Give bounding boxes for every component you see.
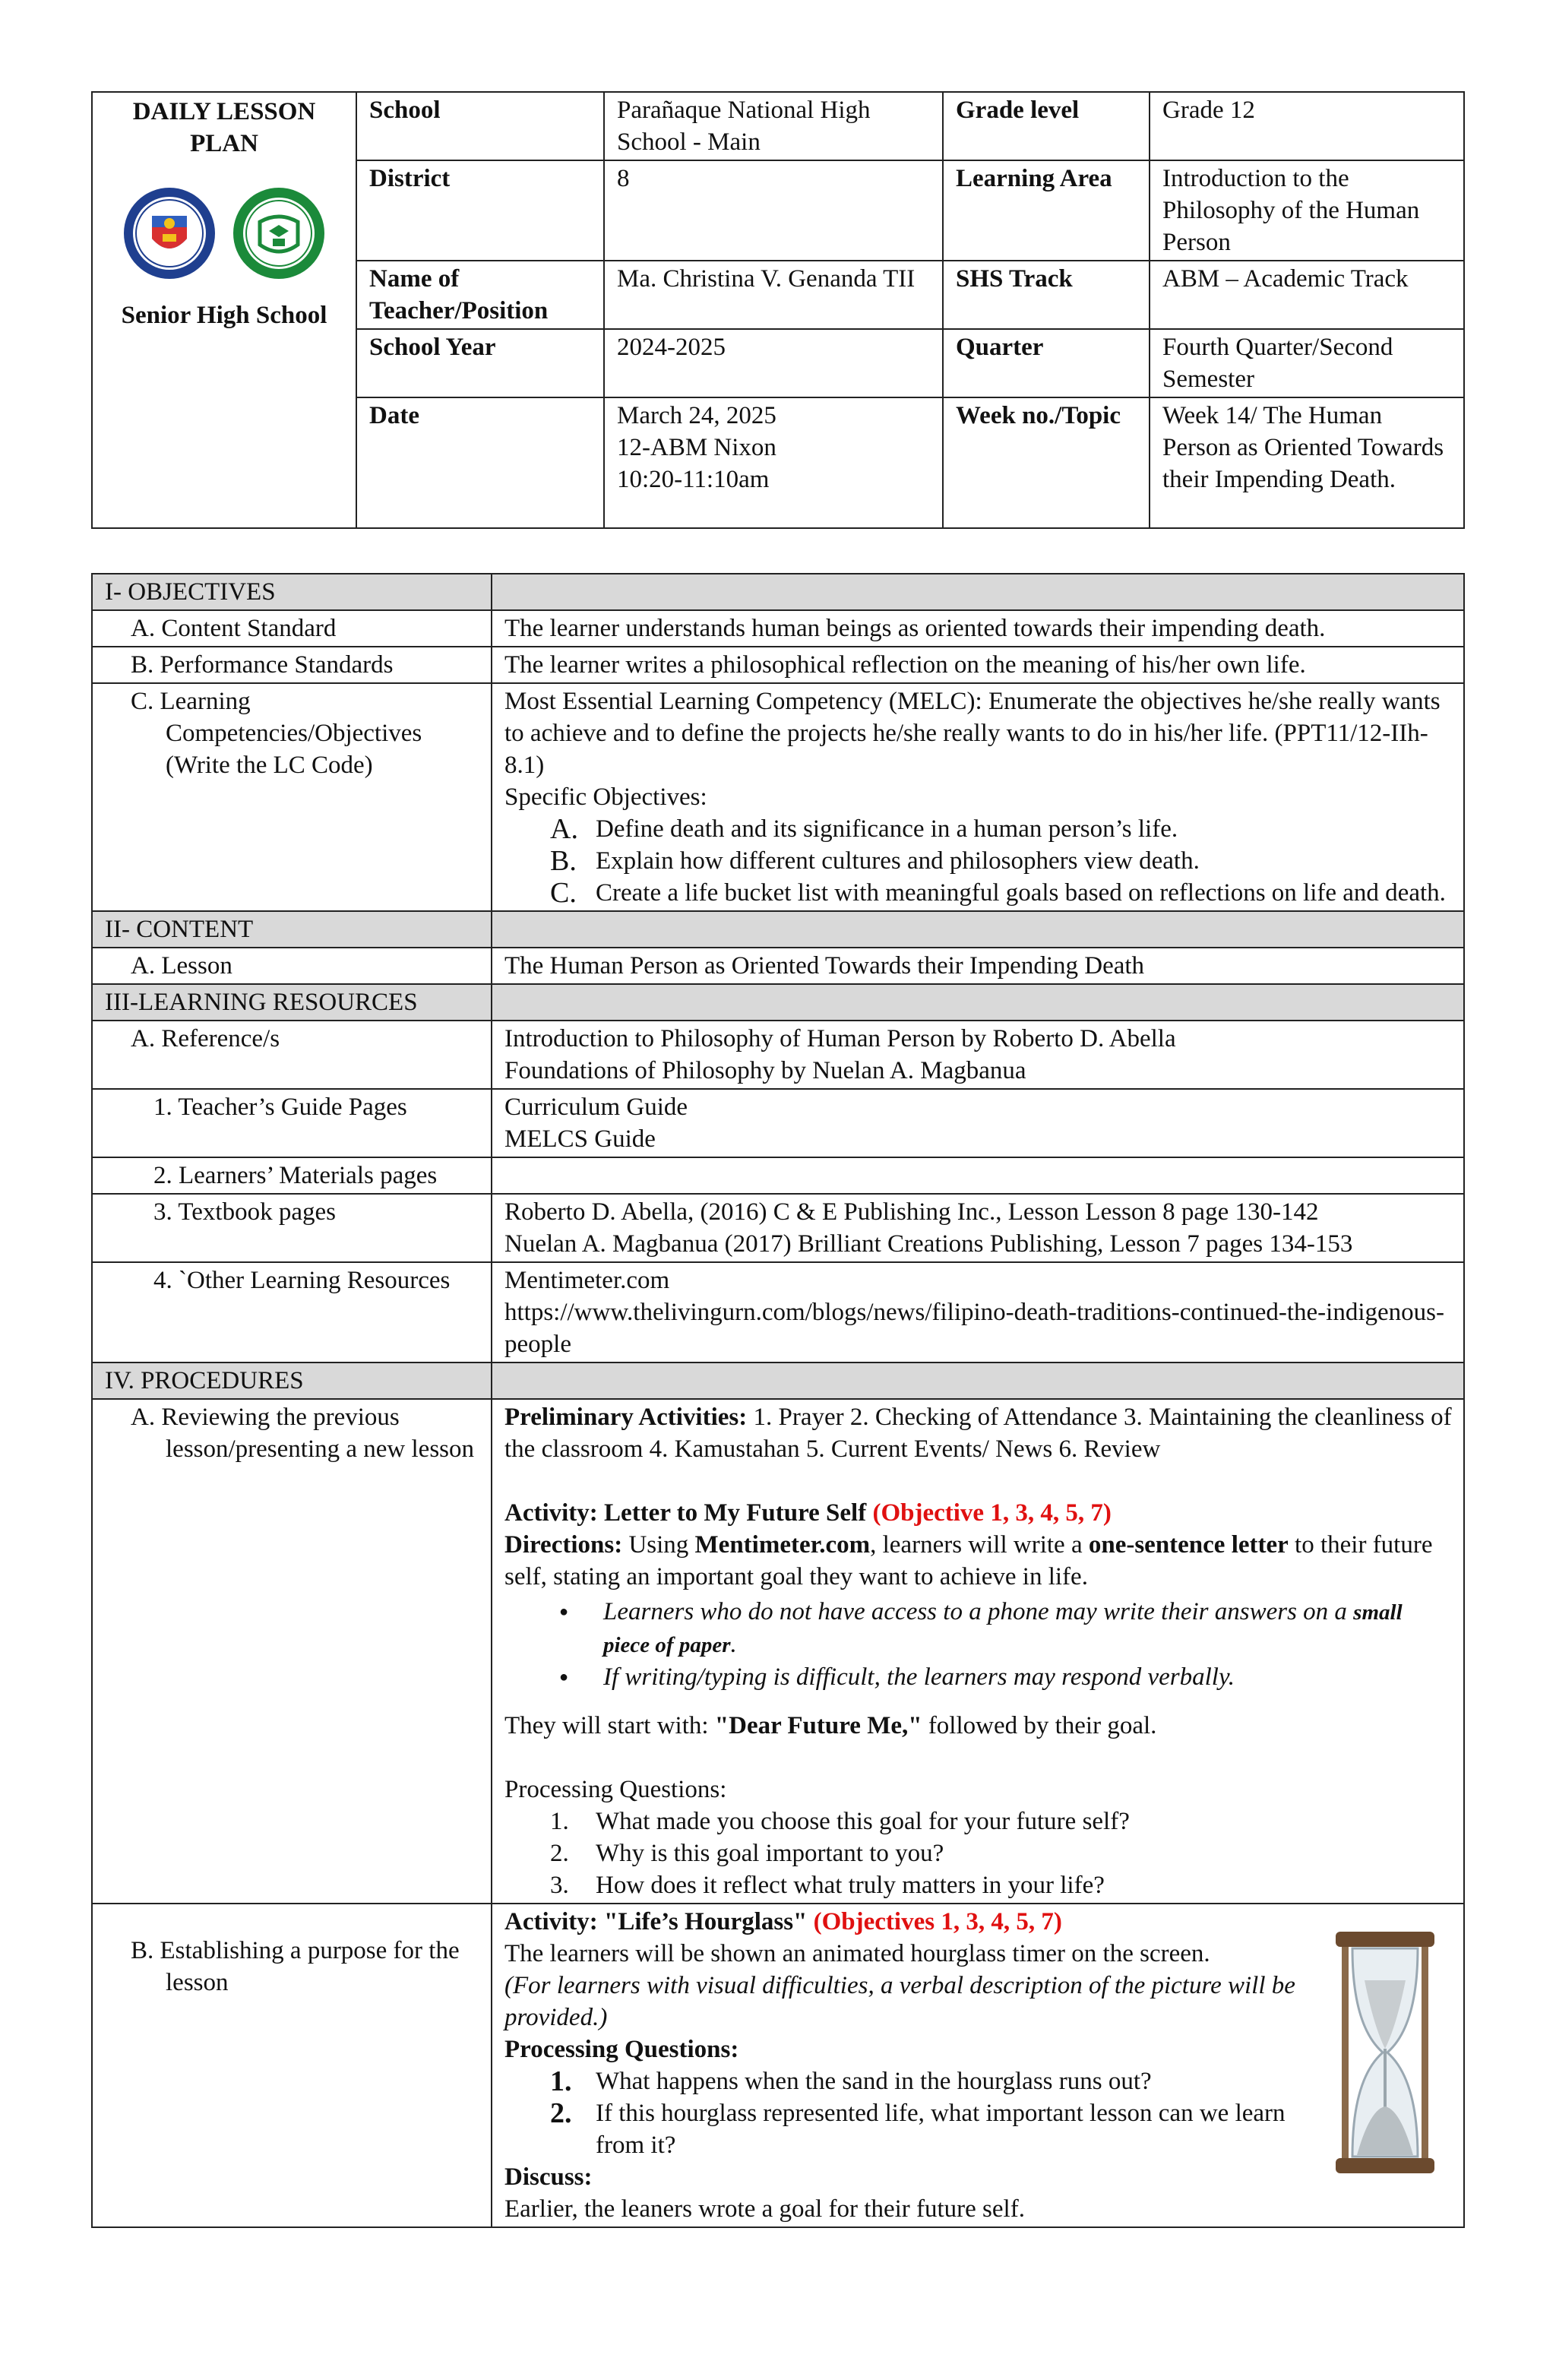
value-district: 8 (604, 160, 943, 261)
hourglass-questions-label: Processing Questions: (504, 2036, 739, 2063)
value-grade-level: Grade 12 (1150, 92, 1464, 160)
list-item: ● Learners who do not have access to a phone may write their answers on a small piece of paper. (504, 1596, 1453, 1661)
other-resources-row (92, 1262, 1464, 1362)
reviewing-cell (492, 1399, 1464, 1904)
discuss-label: Discuss: (504, 2163, 593, 2191)
section-text: 12-ABM Nixon (617, 434, 776, 461)
performance-standards-row (92, 647, 1464, 683)
textbook-line: Roberto D. Abella, (2016) C & E Publishing Inc., Lesson Lesson 8 page 130-142 (504, 1198, 1319, 1226)
deped-seal-icon (122, 185, 217, 281)
objectives-header-row (92, 574, 1464, 610)
label-district: District (356, 160, 604, 261)
directions: Directions: Using Mentimeter.com, learners will write a one-sentence letter to their future self, stating an important goal they want to achieve in life. (504, 1531, 1433, 1590)
reference-line: Introduction to Philosophy of Human Person by Roberto D. Abella (504, 1025, 1176, 1052)
label-week-topic: Week no./Topic (943, 397, 1150, 528)
label-school: School (356, 92, 604, 160)
hourglass-icon (1328, 1927, 1442, 2178)
content-heading: II- CONTENT (92, 911, 492, 948)
resources-heading: III-LEARNING RESOURCES (92, 984, 492, 1021)
list-item: B. Explain how different cultures and philosophers view death. (550, 845, 1200, 877)
objectives-heading: I- OBJECTIVES (92, 574, 492, 610)
lesson-text: The Human Person as Oriented Towards their Impending Death (492, 948, 1464, 984)
hourglass-questions-list (504, 2065, 1301, 2161)
plan-title: DAILY LESSON PLAN (132, 98, 316, 157)
value-shs-track: ABM – Academic Track (1150, 261, 1464, 329)
learners-materials-cell (492, 1157, 1464, 1194)
label-date: Date (356, 397, 604, 528)
value-date (604, 397, 943, 528)
teachers-guide-cell (492, 1089, 1464, 1157)
teachers-guide-row (92, 1089, 1464, 1157)
list-item: 3. How does it reflect what truly matters in your life? (550, 1872, 1105, 1899)
content-header-row (92, 911, 1464, 948)
list-item: 2. Why is this goal important to you? (550, 1840, 944, 1867)
list-item: A. Define death and its significance in a human person’s life. (550, 813, 1178, 845)
competencies-row (92, 683, 1464, 911)
specific-objectives-label: Specific Objectives: (504, 783, 707, 811)
accommodation-list (504, 1596, 1453, 1693)
processing-questions-list (504, 1806, 1453, 1901)
label-learning-area: Learning Area (943, 160, 1150, 261)
value-school: Parañaque National High School - Main (604, 92, 943, 160)
performance-standards-text: The learner writes a philosophical reflection on the meaning of his/her own life. (492, 647, 1464, 683)
content-standard-row (92, 610, 1464, 647)
hourglass-activity-title: Activity: "Life’s Hourglass" (Objectives 1, 3, 4, 5, 7) (504, 1908, 1062, 1935)
hourglass-accommodation: (For learners with visual difficulties, a verbal description of the picture will be provided.) (504, 1972, 1295, 2031)
header-table (91, 91, 1465, 529)
guide-line: MELCS Guide (504, 1125, 656, 1153)
purpose-row (92, 1904, 1464, 2227)
value-week-topic: Week 14/ The Human Person as Oriented Towards their Impending Death. (1150, 397, 1464, 528)
processing-questions-label: Processing Questions: (504, 1776, 727, 1803)
competencies-cell (492, 683, 1464, 911)
reference-line: Foundations of Philosophy by Nuelan A. Magbanua (504, 1057, 1026, 1084)
competencies-label: C. Learning Competencies/Objectives (Write the LC Code) (92, 683, 492, 911)
start-instruction: They will start with: "Dear Future Me," followed by their goal. (504, 1712, 1157, 1739)
value-school-year: 2024-2025 (604, 329, 943, 397)
other-resources-cell (492, 1262, 1464, 1362)
list-item: ● If writing/typing is difficult, the learners may respond verbally. (504, 1661, 1453, 1693)
reviewing-label: A. Reviewing the previous lesson/presenting a new lesson (92, 1399, 492, 1904)
teachers-guide-label: 1. Teacher’s Guide Pages (92, 1089, 492, 1157)
references-cell (492, 1021, 1464, 1089)
procedures-header-row (92, 1362, 1464, 1399)
activity-title: Activity: Letter to My Future Self (Objective 1, 3, 4, 5, 7) (504, 1499, 1112, 1527)
value-learning-area: Introduction to the Philosophy of the Human Person (1150, 160, 1464, 261)
textbook-row (92, 1194, 1464, 1262)
textbook-line: Nuelan A. Magbanua (2017) Brilliant Creations Publishing, Lesson 7 pages 134-153 (504, 1230, 1353, 1258)
learners-materials-row (92, 1157, 1464, 1194)
resources-header-row (92, 984, 1464, 1021)
textbook-label: 3. Textbook pages (92, 1194, 492, 1262)
reviewing-row (92, 1399, 1464, 1904)
learners-materials-label: 2. Learners’ Materials pages (92, 1157, 492, 1194)
textbook-cell (492, 1194, 1464, 1262)
purpose-cell (492, 1904, 1464, 2227)
school-seal-icon (231, 185, 327, 281)
plan-subtitle: Senior High School (121, 302, 327, 329)
list-item: 1. What happens when the sand in the hourglass runs out? (550, 2065, 1152, 2097)
purpose-label: B. Establishing a purpose for the lesson (92, 1904, 492, 2227)
value-teacher: Ma. Christina V. Genanda TII (604, 261, 943, 329)
label-school-year: School Year (356, 329, 604, 397)
lesson-label: A. Lesson (92, 948, 492, 984)
discuss-text: Earlier, the leaners wrote a goal for their future self. (504, 2195, 1025, 2223)
lesson-row (92, 948, 1464, 984)
preliminary-activities: Preliminary Activities: 1. Prayer 2. Checking of Attendance 3. Maintaining the cleanliness of the classroom 4. Kamustahan 5. Current Events/ News 6. Review (504, 1404, 1452, 1463)
performance-standards-label: B. Performance Standards (92, 647, 492, 683)
label-quarter: Quarter (943, 329, 1150, 397)
content-standard-label: A. Content Standard (92, 610, 492, 647)
title-cell (92, 92, 356, 528)
other-resources-label: 4. `Other Learning Resources (92, 1262, 492, 1362)
references-row (92, 1021, 1464, 1089)
procedures-heading: IV. PROCEDURES (92, 1362, 492, 1399)
content-standard-text: The learner understands human beings as oriented towards their impending death. (492, 610, 1464, 647)
guide-line: Curriculum Guide (504, 1093, 688, 1121)
list-item: 2. If this hourglass represented life, what important lesson can we learn from it? (550, 2097, 1286, 2159)
resource-url: https://www.thelivingurn.com/blogs/news/filipino-death-traditions-continued-the-indigenous-people (504, 1299, 1444, 1358)
hourglass-text: The learners will be shown an animated hourglass timer on the screen. (504, 1940, 1210, 1967)
resource-line: Mentimeter.com (504, 1267, 670, 1294)
logos (105, 185, 343, 281)
date-text: March 24, 2025 (617, 402, 776, 429)
list-item: C. Create a life bucket list with meaningful goals based on reflections on life and death. (550, 877, 1446, 909)
lesson-table (91, 573, 1465, 2228)
time-text: 10:20-11:10am (617, 466, 770, 493)
label-teacher: Name of Teacher/Position (356, 261, 604, 329)
list-item: 1. What made you choose this goal for your future self? (550, 1808, 1130, 1835)
specific-objectives-list (504, 813, 1453, 909)
references-label: A. Reference/s (92, 1021, 492, 1089)
melc-text: Most Essential Learning Competency (MELC): Enumerate the objectives he/she really wants to achieve and to define the projects he/she really wants to do in his/her life. (PPT11/12-IIh-8.1) (504, 688, 1441, 779)
label-grade-level: Grade level (943, 92, 1150, 160)
value-quarter: Fourth Quarter/Second Semester (1150, 329, 1464, 397)
label-shs-track: SHS Track (943, 261, 1150, 329)
